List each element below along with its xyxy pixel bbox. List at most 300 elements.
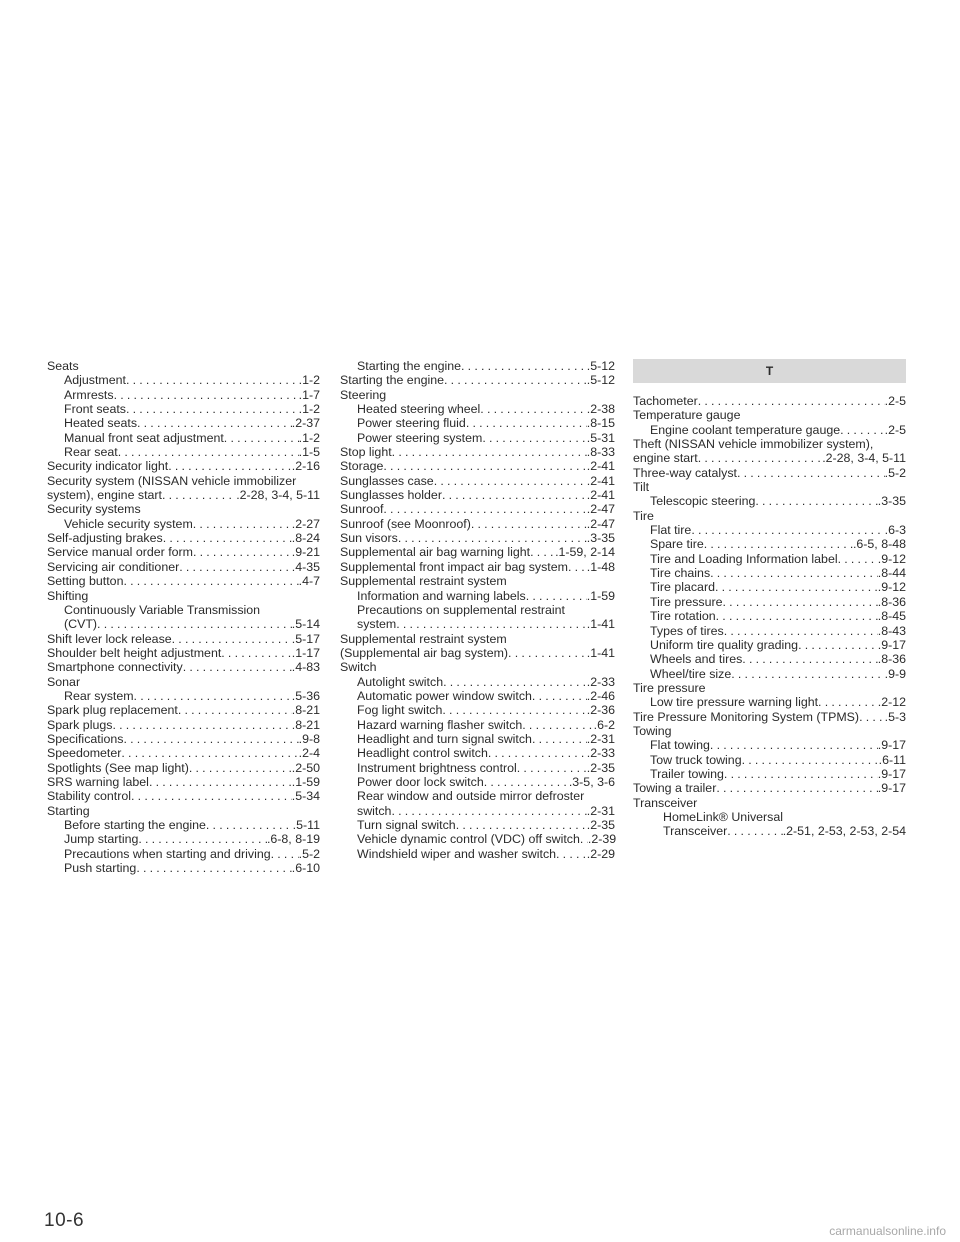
entry-label: Tire Pressure Monitoring System (TPMS)	[633, 709, 860, 724]
entry-label: Vehicle dynamic control (VDC) off switch	[357, 832, 580, 847]
page-reference: .2-38	[586, 402, 615, 417]
entry-label: Armrests	[64, 387, 114, 402]
page-reference: .9-17	[877, 766, 906, 781]
page-reference: .2-51, 2-53, 2-53, 2-54	[782, 824, 906, 839]
dot-leader	[480, 402, 586, 416]
index-entry	[47, 632, 320, 646]
entry-label: Shoulder belt height adjustment	[47, 645, 222, 660]
index-entry: Security systems	[47, 502, 141, 517]
page-reference: .1-2	[298, 373, 320, 388]
entry-label: Supplemental air bag warning light	[340, 545, 531, 560]
entry-label: Trailer towing	[650, 766, 724, 781]
index-entry: Steering	[340, 387, 387, 402]
index-entry: Security system (NISSAN vehicle immobilizer	[47, 473, 297, 488]
entry-label: Fog light switch	[357, 703, 443, 718]
index-entry	[47, 431, 320, 445]
entry-label: Front seats	[64, 402, 126, 417]
index-entry	[47, 818, 320, 832]
entry-label: Tire and Loading Information label	[650, 551, 838, 566]
index-entry	[633, 566, 906, 580]
dot-leader	[189, 761, 292, 775]
index-entry	[47, 789, 320, 803]
dot-leader	[193, 545, 292, 559]
entry-label: Supplemental front impact air bag system	[340, 559, 568, 574]
index-entry: Precautions on supplemental restraint	[357, 602, 566, 617]
entry-label: Sunglasses case	[340, 473, 434, 488]
entry-label: Power door lock switch	[357, 774, 484, 789]
page-reference: .2-31	[586, 731, 615, 746]
dot-leader	[737, 466, 885, 480]
page-reference: .2-47	[586, 502, 615, 517]
index-entry: HomeLink® Universal	[663, 809, 783, 824]
page-reference: .5-12	[586, 373, 615, 388]
index-entry	[633, 423, 906, 437]
page-reference: .1-17	[291, 645, 320, 660]
index-entry	[340, 689, 615, 703]
dot-leader	[442, 703, 586, 717]
index-entry: Tire	[633, 508, 654, 523]
index-entry	[340, 445, 615, 459]
dot-leader	[508, 646, 587, 660]
index-entry	[47, 373, 320, 387]
index-entry	[47, 488, 320, 502]
entry-label: Spark plugs	[47, 717, 113, 732]
entry-label: Self-adjusting brakes	[47, 531, 163, 546]
index-entry	[633, 580, 906, 594]
index-entry	[633, 695, 906, 709]
index-entry	[633, 494, 906, 508]
page-reference: .2-16	[291, 459, 320, 474]
index-entry	[633, 552, 906, 566]
entry-label: Jump starting	[64, 832, 139, 847]
page-reference: .9-12	[877, 580, 906, 595]
page-reference: .1-5	[298, 445, 320, 460]
dot-leader	[391, 804, 586, 818]
index-entry	[340, 746, 615, 760]
entry-label: Vehicle security system	[64, 516, 193, 531]
dot-leader	[716, 609, 878, 623]
page-reference: .2-41	[586, 488, 615, 503]
index-entry: Continuously Variable Transmission	[64, 602, 261, 617]
index-entry	[633, 710, 906, 724]
index-entry	[47, 718, 320, 732]
index-entry	[340, 488, 615, 502]
page-reference: .3-35	[877, 494, 906, 509]
entry-label: Smartphone connectivity	[47, 660, 183, 675]
index-entry	[340, 718, 615, 732]
index-entry	[340, 545, 615, 559]
dot-leader	[163, 531, 292, 545]
page-reference: .2-33	[586, 674, 615, 689]
dot-leader	[271, 847, 299, 861]
page-reference: .1-41	[586, 645, 615, 660]
index-entry	[340, 732, 615, 746]
dot-leader	[698, 451, 822, 465]
page-reference: .6-8, 8-19	[266, 832, 320, 847]
index-entry: Towing	[633, 723, 672, 738]
index-entry: Transceiver	[633, 795, 698, 810]
page-reference: .2-46	[586, 688, 615, 703]
dot-leader	[131, 789, 292, 803]
dot-leader	[137, 416, 292, 430]
dot-leader	[118, 445, 299, 459]
page-reference: .2-39	[587, 832, 617, 847]
page-reference: .2-29	[586, 846, 615, 861]
dot-leader	[461, 359, 587, 373]
dot-leader	[444, 373, 587, 387]
dot-leader	[723, 595, 878, 609]
entry-label: Speedometer	[47, 746, 122, 761]
dot-leader	[466, 416, 587, 430]
page-reference: .9-12	[877, 551, 906, 566]
page-reference: .5-14	[291, 617, 320, 632]
page-reference: .4-7	[298, 574, 320, 589]
entry-label: Hazard warning flasher switch	[357, 717, 523, 732]
index-entry	[340, 761, 615, 775]
page-reference: .2-28, 3-4, 5-11	[822, 451, 906, 466]
index-entry: Tire pressure	[633, 680, 706, 695]
entry-label: Setting button	[47, 574, 124, 589]
page-reference: .5-34	[291, 789, 320, 804]
index-entry	[633, 624, 906, 638]
entry-label: Turn signal switch	[357, 818, 456, 832]
index-entry	[47, 689, 320, 703]
index-entry	[340, 517, 615, 531]
dot-leader	[121, 746, 298, 760]
entry-label: engine start	[633, 451, 698, 466]
dot-leader	[532, 689, 587, 703]
page-reference: .4-35	[291, 559, 320, 574]
page-reference: .6-11	[878, 752, 906, 767]
index-entry	[47, 646, 320, 660]
section-heading: T	[633, 359, 906, 383]
index-entry	[47, 545, 320, 559]
dot-leader	[434, 474, 587, 488]
dot-leader	[97, 617, 292, 631]
index-entry: Shifting	[47, 588, 89, 603]
entry-label: Types of tires	[650, 623, 724, 638]
dot-leader	[859, 710, 885, 724]
index-entry	[633, 781, 906, 795]
dot-leader	[710, 738, 878, 752]
entry-label: Autolight switch	[357, 674, 444, 689]
entry-label: Power steering system	[357, 430, 483, 445]
entry-label: Rear system	[64, 688, 134, 703]
dot-leader	[755, 494, 877, 508]
dot-leader	[134, 689, 292, 703]
index-entry	[47, 517, 320, 531]
entry-label: Rear seat	[64, 445, 118, 460]
dot-leader	[383, 459, 586, 473]
index-entry	[340, 832, 615, 846]
index-entry	[47, 445, 320, 459]
index-entry	[633, 753, 906, 767]
page-reference: .2-41	[586, 473, 615, 488]
index-entry	[340, 589, 615, 603]
page-reference: .8-43	[877, 623, 906, 638]
dot-leader	[168, 459, 292, 473]
dot-leader	[724, 767, 878, 781]
entry-label: Storage	[340, 459, 384, 474]
dot-leader	[162, 488, 236, 502]
page-reference: .9-21	[291, 545, 320, 560]
page-reference: .8-21	[291, 717, 320, 732]
index-entry	[340, 459, 615, 473]
dot-leader	[123, 732, 298, 746]
entry-label: Spotlights (See map light)	[47, 760, 189, 775]
dot-leader	[704, 537, 853, 551]
index-entry	[47, 531, 320, 545]
index-column-1	[47, 359, 320, 875]
dot-leader	[698, 394, 885, 408]
page-reference: .8-15	[586, 416, 615, 431]
index-entry	[47, 574, 320, 588]
dot-leader	[178, 703, 292, 717]
dot-leader	[183, 660, 292, 674]
entry-label: Sunroof	[340, 502, 384, 517]
page-number: 10-6	[44, 1210, 85, 1231]
page-reference: .1-2	[298, 430, 320, 445]
entry-label: Towing a trailer	[633, 781, 717, 796]
dot-leader	[715, 580, 878, 594]
entry-label: Precautions when starting and driving	[64, 846, 271, 861]
dot-leader	[136, 861, 291, 875]
entry-label: Headlight control switch	[357, 746, 488, 761]
entry-label: Three-way catalyst	[633, 465, 737, 480]
dot-leader	[149, 775, 292, 789]
entry-label: Tachometer	[633, 394, 698, 408]
index-entry	[633, 767, 906, 781]
index-entry	[633, 523, 906, 537]
page-reference: .1-2	[298, 402, 320, 417]
index-entry: Starting	[47, 803, 90, 818]
page-reference: .8-24	[291, 531, 320, 546]
index-entry	[340, 818, 615, 832]
dot-leader	[710, 566, 878, 580]
entry-label: Service manual order form	[47, 545, 193, 560]
page-reference: .2-47	[586, 516, 615, 531]
index-entry: Temperature gauge	[633, 408, 741, 423]
page-reference: .2-37	[291, 416, 320, 431]
index-entry	[47, 660, 320, 674]
page-reference: .8-44	[877, 566, 906, 581]
entry-label: Tire pressure	[650, 594, 723, 609]
dot-leader	[114, 388, 299, 402]
page-reference: .2-5	[884, 422, 906, 437]
dot-leader	[172, 632, 292, 646]
entry-label: Engine coolant temperature gauge	[650, 422, 841, 437]
page-reference: .2-35	[586, 818, 615, 832]
index-entry	[47, 617, 320, 631]
page-reference: .8-36	[877, 652, 906, 667]
entry-label: Specifications	[47, 731, 124, 746]
page-reference: .1-59, 2-14	[555, 545, 615, 560]
page-reference: .2-28, 3-4, 5-11	[236, 488, 320, 503]
index-entry	[340, 373, 615, 387]
entry-label: system), engine start	[47, 488, 163, 503]
dot-leader	[818, 695, 878, 709]
page-reference: .5-11	[292, 818, 320, 832]
dot-leader	[484, 775, 569, 789]
index-entry	[633, 667, 906, 681]
dot-leader	[221, 646, 291, 660]
page-reference: .8-36	[877, 594, 906, 609]
entry-label: Wheel/tire size	[650, 666, 732, 681]
index-entry	[340, 675, 615, 689]
entry-label: Sun visors	[340, 531, 398, 546]
page-reference: .3-35	[586, 531, 615, 546]
page-reference: .1-7	[298, 387, 320, 402]
entry-label: Information and warning labels	[357, 588, 526, 603]
entry-label: (Supplemental air bag system)	[340, 645, 509, 660]
index-entry	[633, 394, 906, 408]
entry-label: Flat tire	[650, 523, 692, 538]
page-reference: .5-31	[586, 430, 615, 445]
index-entry	[633, 652, 906, 666]
page-reference: .9-9	[884, 666, 906, 681]
page-reference: .2-12	[877, 695, 906, 710]
entry-label: Starting the engine	[340, 373, 445, 388]
page-reference: .5-36	[291, 688, 320, 703]
page-reference: .5-3	[884, 709, 906, 724]
page-reference: .9-8	[298, 731, 320, 746]
entry-label: Uniform tire quality grading	[650, 637, 799, 652]
page-reference: .1-41	[586, 617, 615, 632]
index-entry	[340, 359, 615, 373]
dot-leader	[179, 560, 292, 574]
index-entry	[47, 761, 320, 775]
dot-leader	[488, 746, 587, 760]
dot-leader	[224, 431, 299, 445]
entry-label: (CVT)	[64, 617, 98, 632]
index-entry	[47, 402, 320, 416]
entry-label: Adjustment	[64, 373, 126, 388]
page-reference: .8-21	[291, 703, 320, 718]
page-reference: .1-48	[586, 559, 615, 574]
index-entry	[340, 431, 615, 445]
dot-leader	[482, 431, 586, 445]
index-entry	[340, 502, 615, 516]
entry-label: Tire placard	[650, 580, 715, 595]
index-entry	[633, 638, 906, 652]
dot-leader	[532, 732, 587, 746]
dot-leader	[517, 761, 587, 775]
index-entry	[340, 617, 615, 631]
entry-label: Sunglasses holder	[340, 488, 442, 503]
entry-label: Stability control	[47, 789, 132, 804]
page-reference: .6-10	[291, 861, 320, 876]
page-reference: .2-5	[884, 394, 906, 408]
index-entry	[47, 560, 320, 574]
dot-leader	[727, 824, 782, 838]
dot-leader	[383, 502, 586, 516]
index-entry	[340, 416, 615, 430]
index-column-2	[340, 359, 615, 861]
entry-label: Starting the engine	[357, 359, 462, 373]
dot-leader	[526, 589, 587, 603]
entry-label: Flat towing	[650, 738, 710, 753]
index-entry: Theft (NISSAN vehicle immobilizer system),	[633, 437, 874, 452]
index-entry	[633, 595, 906, 609]
page-reference: .5-17	[291, 631, 320, 646]
page-reference: .5-12	[586, 359, 615, 373]
page-reference: .6-5, 8-48	[852, 537, 906, 552]
entry-label: SRS warning label	[47, 774, 149, 789]
index-entry	[340, 847, 615, 861]
dot-leader	[456, 818, 587, 832]
dot-leader	[731, 667, 884, 681]
index-entry	[47, 746, 320, 760]
dot-leader	[471, 517, 587, 531]
index-entry: Supplemental restraint system	[340, 631, 507, 646]
page-reference: .2-31	[586, 803, 615, 818]
page-reference: .9-17	[877, 738, 906, 753]
dot-leader	[126, 373, 299, 387]
dot-leader	[123, 574, 298, 588]
entry-label: Low tire pressure warning light	[650, 695, 819, 710]
page-reference: .6-2	[593, 717, 615, 732]
entry-label: Spark plug replacement	[47, 703, 178, 718]
index-entry: Tilt	[633, 480, 650, 495]
entry-label: Spare tire	[650, 537, 704, 552]
entry-label: Tire chains	[650, 566, 711, 581]
page-reference: .2-36	[586, 703, 615, 718]
entry-label: Power steering fluid	[357, 416, 466, 431]
index-entry	[633, 824, 906, 838]
dot-leader	[742, 753, 879, 767]
entry-label: Manual front seat adjustment	[64, 430, 224, 445]
page-reference: .2-33	[586, 746, 615, 761]
index-entry	[633, 451, 906, 465]
page-reference: .3-5, 3-6	[568, 774, 615, 789]
index-entry	[340, 703, 615, 717]
index-entry	[47, 732, 320, 746]
index-entry	[340, 531, 615, 545]
entry-label: Tow truck towing	[650, 752, 742, 767]
dot-leader	[798, 638, 878, 652]
entry-label: Servicing air conditioner	[47, 559, 180, 574]
index-entry	[47, 847, 320, 861]
index-entry	[340, 804, 615, 818]
index-entry	[47, 703, 320, 717]
page-reference: .9-17	[877, 781, 906, 796]
page-reference: .8-45	[877, 609, 906, 624]
index-entry	[633, 738, 906, 752]
page-reference: .2-50	[291, 760, 320, 775]
entry-label: Security indicator light	[47, 459, 169, 474]
page-reference: .2-35	[586, 760, 615, 775]
page-reference: .2-41	[586, 459, 615, 474]
page-reference: .5-2	[884, 465, 906, 480]
entry-label: Windshield wiper and washer switch	[357, 846, 557, 861]
index-entry	[340, 474, 615, 488]
dot-leader	[838, 552, 878, 566]
dot-leader	[396, 617, 587, 631]
entry-label: Heated seats	[64, 416, 138, 431]
index-entry	[340, 646, 615, 660]
page-reference: .1-59	[291, 774, 320, 789]
entry-label: Transceiver	[663, 824, 728, 839]
entry-label: Instrument brightness control	[357, 760, 517, 775]
entry-label: Sunroof (see Moonroof)	[340, 516, 471, 531]
index-entry: Supplemental restraint system	[340, 574, 507, 589]
entry-label: Tire rotation	[650, 609, 716, 624]
index-entry: Seats	[47, 359, 79, 373]
dot-leader	[840, 423, 885, 437]
entry-label: Heated steering wheel	[357, 402, 481, 417]
entry-label: Wheels and tires	[650, 652, 743, 667]
index-entry	[340, 560, 615, 574]
